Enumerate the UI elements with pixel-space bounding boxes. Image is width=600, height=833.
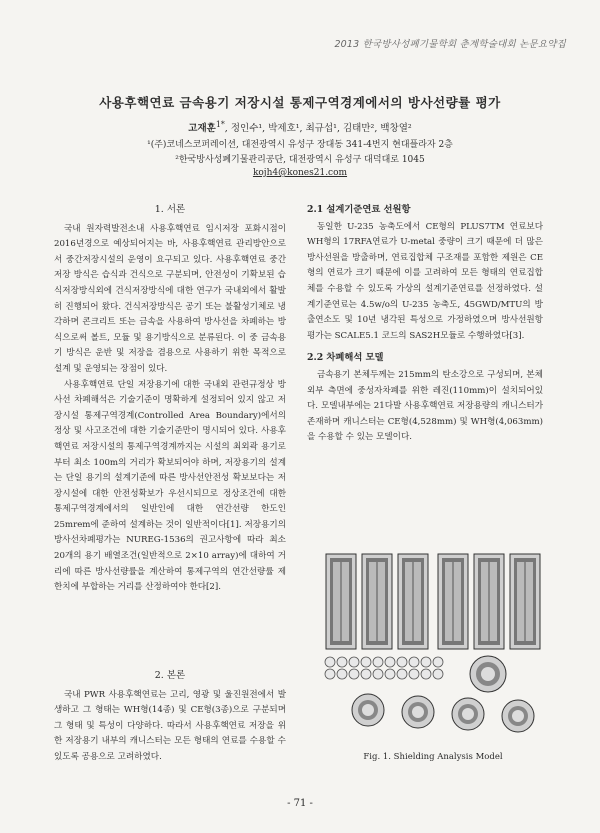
left-column-bottom: [54, 668, 286, 783]
section-2-heading: 2. 본론: [154, 670, 186, 681]
section-2-paragraph: 국내 PWR 사용후핵연료는 고리, 영광 및 울진원전에서 발생하고 그 형태는 WH형(14종) 및 CE형(3종)으로 구분되며 그 형태 및 특성이 다양하다. 따라서 사용후핵연료 저장을 위한 저장용기 내부의 캐니스터는 모든 형태의 연료를 수용할 수 있도록 공용으로 고려하였다.: [54, 689, 286, 762]
section-1-heading: 1. 서론: [154, 204, 186, 215]
email-link[interactable]: kojh4@kones21.com: [252, 168, 348, 178]
section-2-1-heading: 2.1 설계기준연료 선원항: [307, 204, 411, 215]
section-2-1-paragraph: 동일한 U-235 농축도에서 CE형의 PLUS7TM 연료보다 WH형의 17RFA연료가 U-metal 중량이 크기 때문에 더 많은 방사선원을 방출하며, 연료집합체 구조재를 포함한 제원은 CE형의 연료가 크기 때문에 이를 고려하여 모든 형태의 연료집합체를 수용할 수 있도록 가상의 설계기준연료를 선정하였다. 설계기준연료는 4.5w/o의 U-235 농축도, 45GWD/MTU의 방출연소도 및 10년 냉각된 특성으로 가정하였으며 방사선원항 평가는 SCALE5.1 코드의 SAS2H모듈로 수행하였다[3].: [307, 221, 543, 341]
section-1-paragraph: 국내 원자력발전소내 사용후핵연료 임시저장 포화시점이 2016년경으로 예상되어지는 바, 사용후핵연료 관리방안으로서 중간저장시설의 운영이 요구되고 있다. 사용후핵연료 중간저장 방식은 습식과 건식으로 구분되며, 안전성이 기확보된 습식저장방식외에 건식저장방식에 대한 연구가 국내외에서 활발히 진행되어 왔다. 건식저장방식은 공기 또는 불활성기체로 냉각하며 콘크리트 또는 금속을 사용하여 방사선을 차폐하는 방식으로써 볼트, 모듈 및 용기방식으로 분류된다. 이 중 금속용기 방식은 운반 및 저장을 겸용으로 사용하기 위한 목적으로 설계 및 운영되는 장점이 있다.: [54, 223, 286, 374]
co-authors: 정인수¹, 박제호¹, 최규섭¹, 김태만², 백창열²: [230, 123, 412, 135]
author-list: 고재훈$^{1*}$, 정인수¹, 박제호¹, 최규섭¹, 김태만², 백창열²: [188, 120, 412, 135]
page-number: - 71 -: [287, 798, 313, 809]
right-column: [307, 202, 543, 542]
section-1-paragraph: 사용후핵연료 단일 저장용기에 대한 국내외 관련규정상 방사선 차폐해석은 기술기준이 명확하게 설정되어 있지 않고 저장시설 통제구역경계(Controlled Area Boundary)에서의 정상 및 사고조건에 대한 기술기준만이 명시되어 있다. 사용후핵연료 저장시설의 통제구역경계까지는 시설의 최외곽 용기로부터 최소 100m의 거리가 확보되어야 하며, 저장용기의 설계는 단일 용기의 설계기준에 따른 방사선안전성 확보보다는 저장시설에 대한 안전성확보가 우선시되므로 정상조건에 대한 통제구역경계에서의 일반인에 대한 연간선량 한도인 25mrem에 준하여 설계하는 것이 일반적이다[1]. 저장용기의 방사선차폐평가는 NUREG-1536의 권고사항에 따라 최소 20개의 용기 배열조건(일반적으로 2×10 array)에 대하여 거리에 따른 방사선량률을 계산하여 통제구역의 연간선량률 제한치에 부합하는 거리를 산정하여야 한다[2].: [54, 379, 286, 593]
affiliation-2: ²한국방사성폐기물관리공단, 대전광역시 유성구 대덕대로 1045: [175, 155, 425, 165]
running-head: 2013 한국방사성폐기물학회 춘계학술대회 논문요약집: [334, 39, 566, 50]
cask-row-top: [326, 554, 540, 649]
first-author: 고재훈: [188, 123, 216, 135]
section-2-2-heading: 2.2 차폐해석 모델: [307, 352, 384, 364]
figure-caption: Fig. 1. Shielding Analysis Model: [363, 752, 503, 762]
affiliation-1: ¹(주)코네스코퍼레이션, 대전광역시 유성구 장대동 341-4번지 현대플라자 2층: [147, 140, 453, 150]
paper-title: 사용후핵연료 금속용기 저장시설 통제구역경계에서의 방사선량률 평가: [99, 95, 501, 110]
shielding-analysis-figure: [318, 552, 548, 740]
cask-array-plan: [325, 657, 443, 679]
first-author-mark: 1*: [215, 120, 225, 129]
left-column: [54, 202, 286, 662]
email: [0, 168, 600, 178]
section-2-2-paragraph: 금속용기 본체두께는 215mm의 탄소강으로 구성되며, 본체외부 측면에 중성자차폐를 위한 레진(110mm)이 설치되어있다. 모델내부에는 21다발 사용후핵연료 저장용량의 캐니스터가 존재하며 캐니스터는 CE형(4,528mm) 및 WH형(4,063mm)을 수용할 수 있는 모델이다.: [307, 369, 543, 443]
cask-cross-section: [352, 656, 534, 732]
